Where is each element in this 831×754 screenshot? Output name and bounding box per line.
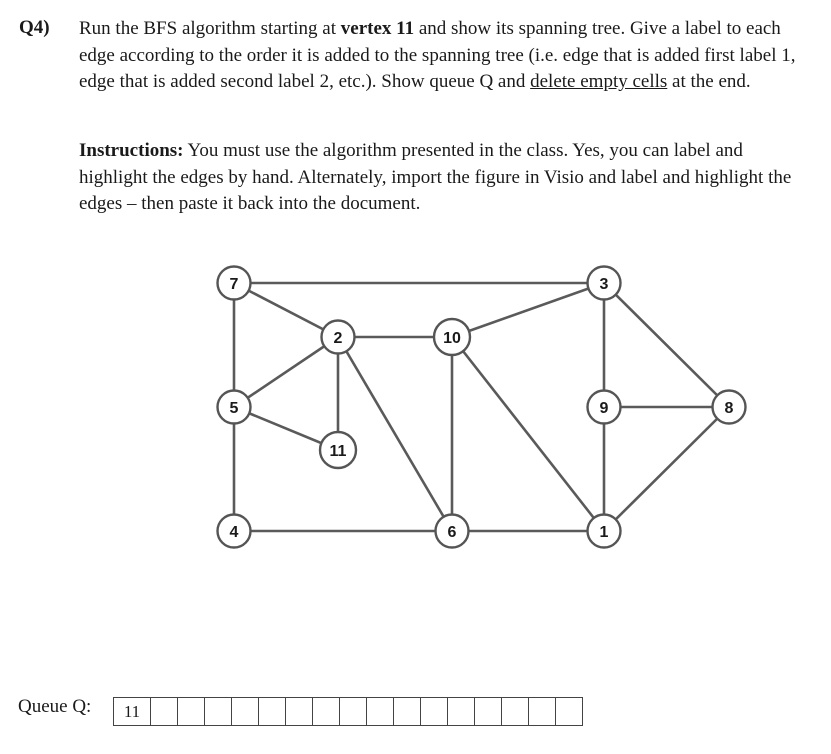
edge-10-1	[452, 337, 604, 531]
vertex-4	[218, 515, 251, 548]
queue-cell[interactable]	[232, 698, 259, 725]
vertex-9	[588, 391, 621, 424]
edge-2-6	[338, 337, 452, 531]
edge-8-1	[604, 407, 729, 531]
vertex-label: 7	[229, 276, 239, 293]
vertex-3	[588, 267, 621, 300]
queue-cell[interactable]	[556, 698, 582, 725]
vertex-label: 4	[229, 524, 239, 541]
vertex-7	[218, 267, 251, 300]
vertex-label: 3	[599, 276, 609, 293]
queue-cell[interactable]	[205, 698, 232, 725]
vertex-label: 9	[599, 400, 609, 417]
vertex-5	[218, 391, 251, 424]
queue-cell[interactable]	[448, 698, 475, 725]
vertex-2	[322, 321, 355, 354]
queue-cell[interactable]	[178, 698, 205, 725]
queue-table	[113, 697, 583, 726]
queue-cell[interactable]	[151, 698, 178, 725]
queue-label: Queue Q:	[18, 696, 92, 717]
queue-cell[interactable]	[529, 698, 556, 725]
queue-cell[interactable]	[421, 698, 448, 725]
queue-cell[interactable]	[259, 698, 286, 725]
vertex-label: 1	[599, 524, 609, 541]
queue-cell[interactable]	[502, 698, 529, 725]
instructions-label: Instructions:	[79, 140, 184, 161]
vertex-label: 2	[333, 330, 343, 347]
start-vertex-text: vertex 11	[340, 18, 415, 39]
queue-cell[interactable]: 11	[114, 698, 151, 725]
graph-edges	[234, 283, 729, 531]
edge-10-3	[452, 283, 604, 337]
instructions-body: You must use the algorithm presented in the class. Yes, you can label and highlight the edges by hand. Alternately, import the figure in Visio and label and highlight the edges – then paste it back into the document.	[79, 140, 792, 214]
question-text-part: at the end.	[667, 71, 751, 92]
vertex-label: 11	[329, 443, 347, 460]
vertex-8	[713, 391, 746, 424]
queue-cell[interactable]	[394, 698, 421, 725]
queue-cell[interactable]	[475, 698, 502, 725]
vertex-6	[436, 515, 469, 548]
edge-3-8	[604, 283, 729, 407]
vertex-10	[434, 319, 470, 355]
queue-cell[interactable]	[367, 698, 394, 725]
vertex-label: 5	[229, 400, 239, 417]
edge-2-5	[234, 337, 338, 407]
vertex-label: 6	[447, 524, 457, 541]
question-text-part: Run the BFS algorithm starting at	[79, 18, 341, 39]
question-number: Q4)	[19, 17, 50, 38]
question-text-part: and show its spanning tree. Give a label to each edge according to the order it is added to the spanning tree (i.e. edge that is added first label 1, edge that is added second label 2, etc.). Show queue Q and	[79, 18, 796, 92]
delete-empty-cells-text: delete empty cells	[530, 71, 668, 92]
vertex-label: 8	[724, 400, 734, 417]
vertex-label: 10	[443, 330, 461, 347]
queue-cell[interactable]	[340, 698, 367, 725]
vertex-1	[588, 515, 621, 548]
queue-cell[interactable]	[286, 698, 313, 725]
vertex-11	[320, 432, 356, 468]
queue-cell[interactable]	[313, 698, 340, 725]
